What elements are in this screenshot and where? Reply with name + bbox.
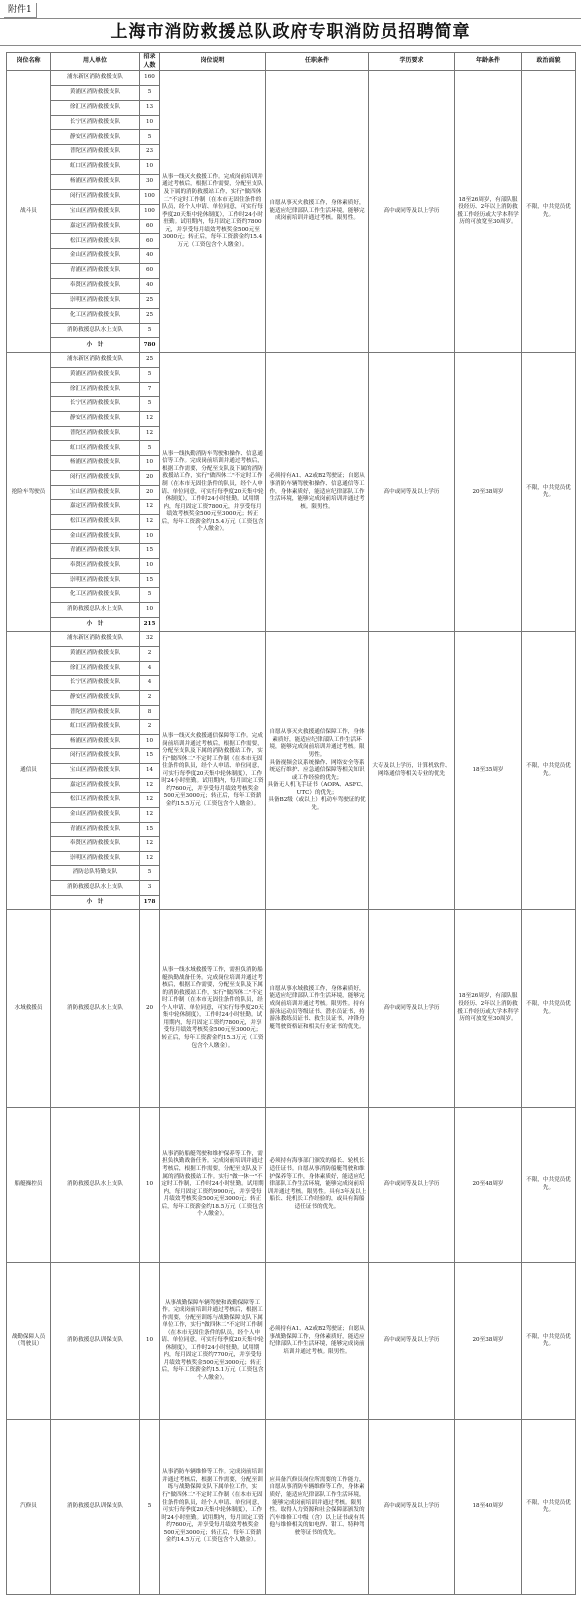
unit-quota: 20	[140, 910, 160, 1108]
unit-name: 消防救援总队水上支队	[51, 910, 140, 1108]
unit-name: 徐汇区消防救援支队	[51, 661, 140, 676]
unit-quota: 10	[140, 734, 160, 749]
unit-quota: 2	[140, 690, 160, 705]
unit-quota: 5	[140, 323, 160, 338]
position-desc: 从事消防船艇驾驶和维护保养等工作，需担负执勤战备任务。完成岗前培训并通过考核后，根据工作需要，分配至支队及下属的消防救援站工作。实行"做一休一"不定时工作制，工作时24小时驻勤。试用期内，每月固定工资约9900元，并享受每月绩效考核奖金500元至3000元；转正后，每年工资薪金约18.5万元（工资包含个人缴金）。	[160, 1107, 266, 1262]
position-name: 水域救援员	[7, 910, 51, 1108]
header-age: 年龄条件	[455, 53, 522, 71]
unit-quota: 25	[140, 308, 160, 323]
position-education: 高中或同等及以上学历	[369, 1262, 455, 1419]
unit-name: 消防救援总队水上支队	[51, 1107, 140, 1262]
unit-name: 消防救援总队训保支队	[51, 1262, 140, 1419]
unit-name: 徐汇区消防救援支队	[51, 382, 140, 397]
subtotal-value: 178	[140, 895, 160, 910]
position-education: 高中或同等及以上学历	[369, 71, 455, 353]
unit-name: 化工区消防救援支队	[51, 308, 140, 323]
header-conditions: 任职条件	[266, 53, 369, 71]
unit-name: 普陀区消防救援支队	[51, 145, 140, 160]
unit-name: 黄浦区消防救援支队	[51, 85, 140, 100]
position-age: 20至48周岁	[455, 1107, 522, 1262]
unit-quota: 10	[140, 558, 160, 573]
unit-name: 闵行区消防救援支队	[51, 470, 140, 485]
subtotal-value: 215	[140, 617, 160, 632]
unit-name: 青浦区消防救援支队	[51, 822, 140, 837]
position-education: 高中或同等及以上学历	[369, 1420, 455, 1595]
header-desc: 岗位说明	[160, 53, 266, 71]
unit-quota: 14	[140, 764, 160, 779]
subtotal-label: 小 计	[51, 895, 140, 910]
unit-quota: 5	[140, 85, 160, 100]
header-political: 政治面貌	[522, 53, 576, 71]
unit-quota: 12	[140, 793, 160, 808]
unit-quota: 4	[140, 676, 160, 691]
unit-quota: 10	[140, 456, 160, 471]
unit-quota: 5	[140, 588, 160, 603]
position-conditions: 必须持有A1、A2或B2驾驶证；自愿从事战勤保障工作，身体素质好，能适应纪律部队工作生活环境，能够完成岗前培训并通过考核。限男性。	[266, 1262, 369, 1419]
unit-name: 杨浦区消防救援支队	[51, 175, 140, 190]
unit-quota: 12	[140, 807, 160, 822]
unit-quota: 5	[140, 130, 160, 145]
unit-quota: 12	[140, 426, 160, 441]
position-education: 大专及以上学历，计算机软件、网络通信等相关专业的优先	[369, 632, 455, 910]
unit-quota: 15	[140, 573, 160, 588]
table-row	[7, 1262, 576, 1419]
unit-name: 嘉定区消防救援支队	[51, 219, 140, 234]
unit-quota: 5	[140, 397, 160, 412]
unit-name: 消防总队特勤支队	[51, 866, 140, 881]
position-conditions: 必须持有海事部门颁发的船长、轮机长适任证书。自愿从事消防船艇驾驶和维护保养等工作，身体素质好，能适应纪律部队工作生活环境，能够完成岗前培训并通过考核。限男性。具有3年及以上船长、轮机长工作经验的，或具有海船适任证书的优先。	[266, 1107, 369, 1262]
unit-name: 崇明区消防救援支队	[51, 293, 140, 308]
annex-label: 附件1	[4, 3, 37, 18]
unit-name: 松江区消防救援支队	[51, 793, 140, 808]
unit-quota: 12	[140, 514, 160, 529]
unit-name: 浦东新区消防救援支队	[51, 353, 140, 368]
unit-name: 崇明区消防救援支队	[51, 573, 140, 588]
unit-quota: 7	[140, 382, 160, 397]
unit-name: 消防救援总队水上支队	[51, 603, 140, 618]
unit-quota: 4	[140, 661, 160, 676]
unit-quota: 25	[140, 353, 160, 368]
unit-quota: 5	[140, 368, 160, 383]
position-political: 不限，中共党员优先。	[522, 1420, 576, 1595]
unit-quota: 15	[140, 749, 160, 764]
unit-name: 长宁区消防救援支队	[51, 115, 140, 130]
unit-quota: 60	[140, 264, 160, 279]
unit-name: 浦东新区消防救援支队	[51, 71, 140, 86]
unit-name: 嘉定区消防救援支队	[51, 500, 140, 515]
position-conditions: 应具备汽修员岗位所需要的工作能力，自愿从事消防车辆维修等工作，身体素质好，能适应纪律部队工作生活环境，能够完成岗前培训并通过考核。限男性。取得人力资源和社会保障部颁发的汽车维修工中级（含）以上证书或有其他与维修相关的如电焊、钳工、特种驾驶等证书的优先。	[266, 1420, 369, 1595]
unit-name: 虹口区消防救援支队	[51, 720, 140, 735]
unit-name: 宝山区消防救援支队	[51, 204, 140, 219]
unit-quota: 12	[140, 500, 160, 515]
unit-quota: 40	[140, 279, 160, 294]
position-political: 不限，中共党员优先。	[522, 632, 576, 910]
unit-quota: 32	[140, 632, 160, 647]
position-desc: 从事消防车辆维修等工作。完成岗前培训并通过考核后，根据工作需要，分配至训练与战勤保障支队下属单位工作，实行"做四休二"不定时工作制（在本市无固住条件的队员，经个人申请、单位同意，可实行每季度20天集中轮休制度），工作时24小时驻勤。试用期内，每月固定工资约7600元，并享受每月绩效考核奖金500元至3000元；转正后，每年工资薪金约14.5万元（工资包含个人缴金）。	[160, 1420, 266, 1595]
table-row	[7, 1107, 576, 1262]
unit-name: 闵行区消防救援支队	[51, 749, 140, 764]
unit-quota: 30	[140, 175, 160, 190]
unit-quota: 5	[140, 1420, 160, 1595]
unit-name: 消防救援总队水上支队	[51, 323, 140, 338]
position-conditions: 自愿从事灭火救援工作，身体素质好，能适应纪律部队工作生活环境，能够完成岗前培训并通过考核。限男性。	[266, 71, 369, 353]
unit-name: 奉贤区消防救援支队	[51, 558, 140, 573]
position-desc: 从事一线灭火救援通信保障等工作。完成岗前培训并通过考核后，根据工作需要，分配至支队及下属的消防救援站工作，实行"做四休二"不定时工作制（在本市无固住条件的队员，经个人申请、单位同意，可实行每季度20天集中轮休制度），工作时24小时驻勤。试用期内，每月固定工资约7600元，并享受每月绩效考核奖金500元至3000元；转正后，每年工资薪金约15.5万元（工资包含个人缴金）。	[160, 632, 266, 910]
unit-name: 消防救援总队水上支队	[51, 881, 140, 896]
unit-quota: 2	[140, 720, 160, 735]
unit-quota: 10	[140, 115, 160, 130]
unit-quota: 100	[140, 204, 160, 219]
unit-name: 消防救援总队训保支队	[51, 1420, 140, 1595]
position-education: 高中或同等及以上学历	[369, 353, 455, 632]
recruitment-table	[6, 52, 576, 1595]
unit-quota: 12	[140, 778, 160, 793]
unit-name: 青浦区消防救援支队	[51, 544, 140, 559]
position-political: 不限，中共党员优先。	[522, 1107, 576, 1262]
unit-name: 奉贤区消防救援支队	[51, 279, 140, 294]
header-unit: 用人单位	[51, 53, 140, 71]
unit-name: 金山区消防救援支队	[51, 807, 140, 822]
unit-quota: 25	[140, 293, 160, 308]
unit-name: 浦东新区消防救援支队	[51, 632, 140, 647]
unit-quota: 5	[140, 441, 160, 456]
unit-name: 宝山区消防救援支队	[51, 485, 140, 500]
unit-quota: 60	[140, 234, 160, 249]
position-desc: 从事一线灭火救援工作。完成岗前培训并通过考核后，根据工作需要，分配至支队及下属的消防救援站工作，实行"做四休二"不定时工作制（在本市无固住条件的队员，经个人申请、单位同意，可实行每季度20天集中轮休制度），工作时24小时驻勤。试用期内，每月固定工资约7800元，并享受每月绩效考核奖金500元至3000元；转正后，每年工资薪金约15.4万元（工资包含个人缴金）。	[160, 71, 266, 353]
unit-name: 黄浦区消防救援支队	[51, 368, 140, 383]
unit-quota: 10	[140, 603, 160, 618]
unit-quota: 12	[140, 837, 160, 852]
position-political: 不限，中共党员优先。	[522, 71, 576, 353]
unit-quota: 13	[140, 100, 160, 115]
unit-name: 松江区消防救援支队	[51, 514, 140, 529]
position-age: 18至26周岁，有部队服役经历、2年以上消防救援工作经历或大学本科学历的可放宽至30周岁。	[455, 71, 522, 353]
position-desc: 从事一线执勤消防车驾驶和操作、信息通信等工作。完成岗前培训并通过考核后，根据工作需要，分配至支队及下属的消防救援站工作，实行"做四休二"不定时工作制（在本市无固住条件的队员，经个人申请、单位同意，可实行每季度20天集中轮休制度），工作时24小时驻勤。试用期内，每月固定工资7800元，并享受每月绩效考核奖金500元至3000元；转正后，每年工资薪金约15.4万元（工资包含个人缴金）。	[160, 353, 266, 632]
unit-quota: 100	[140, 189, 160, 204]
unit-quota: 10	[140, 1107, 160, 1262]
subtotal-label: 小 计	[51, 338, 140, 353]
unit-quota: 12	[140, 412, 160, 427]
position-age: 18至40周岁	[455, 1420, 522, 1595]
document-title: 上海市消防救援总队政府专职消防员招聘简章	[0, 18, 581, 46]
header-quota: 招录人数	[140, 53, 160, 71]
unit-quota: 10	[140, 160, 160, 175]
unit-name: 杨浦区消防救援支队	[51, 734, 140, 749]
position-name: 船艇操控员	[7, 1107, 51, 1262]
position-name: 通信员	[7, 632, 51, 910]
unit-name: 静安区消防救援支队	[51, 690, 140, 705]
unit-name: 嘉定区消防救援支队	[51, 778, 140, 793]
position-political: 不限，中共党员优先。	[522, 1262, 576, 1419]
position-age: 18至26周岁，有部队服役经历、2年以上消防救援工作经历或大学本科学历的可放宽至30周岁。	[455, 910, 522, 1108]
unit-name: 普陀区消防救援支队	[51, 705, 140, 720]
unit-name: 虹口区消防救援支队	[51, 441, 140, 456]
unit-name: 徐汇区消防救援支队	[51, 100, 140, 115]
unit-name: 长宁区消防救援支队	[51, 676, 140, 691]
unit-name: 松江区消防救援支队	[51, 234, 140, 249]
unit-quota: 20	[140, 485, 160, 500]
unit-name: 长宁区消防救援支队	[51, 397, 140, 412]
unit-name: 金山区消防救援支队	[51, 249, 140, 264]
position-age: 20至38周岁	[455, 1262, 522, 1419]
unit-quota: 10	[140, 1262, 160, 1419]
unit-name: 静安区消防救援支队	[51, 130, 140, 145]
subtotal-label: 小 计	[51, 617, 140, 632]
unit-name: 化工区消防救援支队	[51, 588, 140, 603]
table-row	[7, 71, 576, 86]
unit-name: 青浦区消防救援支队	[51, 264, 140, 279]
position-education: 高中或同等及以上学历	[369, 1107, 455, 1262]
table-row	[7, 632, 576, 647]
position-desc: 从事战勤保障车辆驾驶和战勤保障等工作。完成岗前培训并通过考核后，根据工作需要，分配至训练与战勤保障支队下属单位工作，实行"做四休二"不定时工作制（在本市无固住条件的队员，经个人申请、单位同意，可实行每季度20天集中轮休制度），工作时24小时驻勤。试用期内，每月固定工资约7700元，并享受每月绩效考核奖金500元至3000元；转正后，每年工资薪金约15.1万元（工资包含个人缴金）。	[160, 1262, 266, 1419]
position-name: 汽修员	[7, 1420, 51, 1595]
position-political: 不限，中共党员优先。	[522, 353, 576, 632]
table-header-row	[7, 53, 576, 71]
unit-quota: 160	[140, 71, 160, 86]
unit-name: 静安区消防救援支队	[51, 412, 140, 427]
position-political: 不限，中共党员优先。	[522, 910, 576, 1108]
unit-quota: 10	[140, 529, 160, 544]
position-name: 抢险车驾驶员	[7, 353, 51, 632]
unit-name: 杨浦区消防救援支队	[51, 456, 140, 471]
unit-quota: 2	[140, 647, 160, 662]
position-desc: 从事一线水域救援等工作，需担负消防船艇执勤战备任务。完成岗位培训并通过考核后，根据工作需要，分配至支队及下属的消防救援站工作，实行"做四休二"不定时工作制（在本市无固住条件的队员，经个人申请、单位同意，可实行每季度20天集中轮休制度），工作时24小时驻勤。试用期内，每月固定工资约7800元，并享受每月绩效考核奖金500元至3000元；转正后，每年工资薪金约15.3万元（工资包含个人缴金）。	[160, 910, 266, 1108]
position-age: 20至38周岁	[455, 353, 522, 632]
unit-quota: 20	[140, 470, 160, 485]
position-name: 战勤保障人员（驾驶员）	[7, 1262, 51, 1419]
position-age: 18至35周岁	[455, 632, 522, 910]
unit-quota: 23	[140, 145, 160, 160]
position-name: 战斗员	[7, 71, 51, 353]
position-conditions: 自愿从事水域救援工作，身体素质好，能适应纪律部队工作生活环境，能够完成岗前培训并通过考核。限男性。持有游泳运动员等级证书、潜水员证书，持游泳教练员证书、救生员证书，冲锋舟艇驾驶资格证和相关行业证书的优先。	[266, 910, 369, 1108]
subtotal-value: 780	[140, 338, 160, 353]
unit-quota: 5	[140, 866, 160, 881]
unit-name: 奉贤区消防救援支队	[51, 837, 140, 852]
unit-quota: 3	[140, 881, 160, 896]
header-position: 岗位名称	[7, 53, 51, 71]
header-education: 学历要求	[369, 53, 455, 71]
unit-name: 闵行区消防救援支队	[51, 189, 140, 204]
table-row	[7, 353, 576, 368]
table-row	[7, 910, 576, 1108]
unit-quota: 8	[140, 705, 160, 720]
unit-name: 宝山区消防救援支队	[51, 764, 140, 779]
table-row	[7, 1420, 576, 1595]
unit-name: 黄浦区消防救援支队	[51, 647, 140, 662]
unit-quota: 15	[140, 822, 160, 837]
position-education: 高中或同等及以上学历	[369, 910, 455, 1108]
unit-quota: 15	[140, 544, 160, 559]
unit-quota: 60	[140, 219, 160, 234]
unit-name: 普陀区消防救援支队	[51, 426, 140, 441]
position-conditions: 自愿从事灭火救援通信保障工作，身体素质好，能适应纪律部队工作生活环境，能够完成岗前培训并通过考核。限男性。 具备视频会议系统操作、网络安全等系统运行维护、应急通信保障等相关知识或工作经验的优先； 具备无人机飞手证书（AOPA、ASFC、UTC）的优先； 具备B2级（或以上）机动车驾驶证的优先。	[266, 632, 369, 910]
unit-quota: 40	[140, 249, 160, 264]
unit-name: 崇明区消防救援支队	[51, 851, 140, 866]
position-conditions: 必须持有A1、A2或B2驾驶证；自愿从事消防车辆驾驶和操作、信息通信等工作，身体素质好，能适应纪律部队工作生活环境，能够完成岗前培训并通过考核。限男性。	[266, 353, 369, 632]
unit-name: 虹口区消防救援支队	[51, 160, 140, 175]
unit-quota: 12	[140, 851, 160, 866]
unit-name: 金山区消防救援支队	[51, 529, 140, 544]
